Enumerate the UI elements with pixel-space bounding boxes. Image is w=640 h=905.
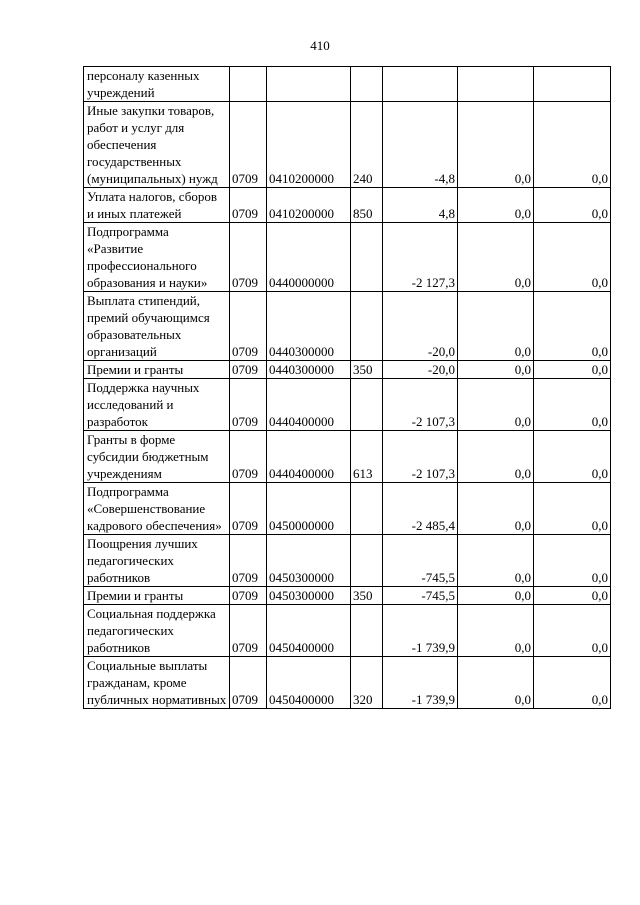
row-name-cell: Подпрограмма «Развитие профессионального образования и науки» bbox=[84, 223, 230, 292]
table-row bbox=[84, 292, 611, 361]
target-article-cell: 0440300000 bbox=[267, 361, 351, 379]
amount-3-cell: 0,0 bbox=[534, 102, 611, 188]
amount-3-cell: 0,0 bbox=[534, 431, 611, 483]
table-row bbox=[84, 361, 611, 379]
target-article-cell: 0450400000 bbox=[267, 657, 351, 709]
section-code-cell: 0709 bbox=[230, 657, 267, 709]
table-row bbox=[84, 535, 611, 587]
amount-2-cell: 0,0 bbox=[458, 223, 534, 292]
expense-type-cell bbox=[351, 67, 383, 102]
row-name-cell: Премии и гранты bbox=[84, 587, 230, 605]
section-code-cell: 0709 bbox=[230, 361, 267, 379]
amount-1-cell: -2 107,3 bbox=[383, 431, 458, 483]
section-code-cell: 0709 bbox=[230, 223, 267, 292]
expense-type-cell bbox=[351, 483, 383, 535]
section-code-cell: 0709 bbox=[230, 292, 267, 361]
expense-type-cell bbox=[351, 223, 383, 292]
amount-2-cell: 0,0 bbox=[458, 188, 534, 223]
target-article-cell: 0440300000 bbox=[267, 292, 351, 361]
amount-1-cell: -2 107,3 bbox=[383, 379, 458, 431]
row-name-cell: Иные закупки товаров, работ и услуг для обеспечения государственных (муниципальных) нужд bbox=[84, 102, 230, 188]
amount-3-cell: 0,0 bbox=[534, 292, 611, 361]
row-name-cell: Выплата стипендий, премий обучающимся образовательных организаций bbox=[84, 292, 230, 361]
amount-1-cell: -1 739,9 bbox=[383, 605, 458, 657]
section-code-cell: 0709 bbox=[230, 188, 267, 223]
section-code-cell: 0709 bbox=[230, 431, 267, 483]
row-name-cell: Поощрения лучших педагогических работников bbox=[84, 535, 230, 587]
amount-3-cell: 0,0 bbox=[534, 361, 611, 379]
amount-2-cell: 0,0 bbox=[458, 605, 534, 657]
table-row bbox=[84, 379, 611, 431]
expense-type-cell bbox=[351, 605, 383, 657]
amount-3-cell: 0,0 bbox=[534, 188, 611, 223]
amount-2-cell: 0,0 bbox=[458, 102, 534, 188]
expense-type-cell bbox=[351, 535, 383, 587]
section-code-cell: 0709 bbox=[230, 587, 267, 605]
budget-table-body bbox=[84, 67, 611, 709]
expense-type-cell bbox=[351, 292, 383, 361]
amount-2-cell: 0,0 bbox=[458, 657, 534, 709]
amount-3-cell: 0,0 bbox=[534, 483, 611, 535]
amount-3-cell bbox=[534, 67, 611, 102]
budget-table bbox=[83, 66, 611, 709]
amount-1-cell: -745,5 bbox=[383, 535, 458, 587]
amount-2-cell: 0,0 bbox=[458, 431, 534, 483]
expense-type-cell: 613 bbox=[351, 431, 383, 483]
amount-3-cell: 0,0 bbox=[534, 379, 611, 431]
section-code-cell: 0709 bbox=[230, 605, 267, 657]
table-row bbox=[84, 657, 611, 709]
table-row bbox=[84, 67, 611, 102]
target-article-cell: 0440400000 bbox=[267, 379, 351, 431]
amount-2-cell: 0,0 bbox=[458, 361, 534, 379]
row-name-cell: Социальная поддержка педагогических работников bbox=[84, 605, 230, 657]
row-name-cell: Поддержка научных исследований и разработок bbox=[84, 379, 230, 431]
amount-3-cell: 0,0 bbox=[534, 605, 611, 657]
section-code-cell: 0709 bbox=[230, 102, 267, 188]
row-name-cell: Уплата налогов, сборов и иных платежей bbox=[84, 188, 230, 223]
amount-2-cell: 0,0 bbox=[458, 292, 534, 361]
target-article-cell: 0440000000 bbox=[267, 223, 351, 292]
target-article-cell: 0450400000 bbox=[267, 605, 351, 657]
amount-1-cell: -2 485,4 bbox=[383, 483, 458, 535]
amount-1-cell bbox=[383, 67, 458, 102]
amount-2-cell bbox=[458, 67, 534, 102]
expense-type-cell: 850 bbox=[351, 188, 383, 223]
amount-1-cell: -2 127,3 bbox=[383, 223, 458, 292]
expense-type-cell: 240 bbox=[351, 102, 383, 188]
amount-1-cell: -20,0 bbox=[383, 292, 458, 361]
expense-type-cell bbox=[351, 379, 383, 431]
target-article-cell: 0410200000 bbox=[267, 102, 351, 188]
amount-3-cell: 0,0 bbox=[534, 535, 611, 587]
target-article-cell: 0440400000 bbox=[267, 431, 351, 483]
target-article-cell: 0450300000 bbox=[267, 587, 351, 605]
amount-1-cell: 4,8 bbox=[383, 188, 458, 223]
row-name-cell: Социальные выплаты гражданам, кроме публичных нормативных bbox=[84, 657, 230, 709]
amount-1-cell: -20,0 bbox=[383, 361, 458, 379]
table-row bbox=[84, 102, 611, 188]
table-row bbox=[84, 223, 611, 292]
amount-2-cell: 0,0 bbox=[458, 379, 534, 431]
expense-type-cell: 350 bbox=[351, 361, 383, 379]
section-code-cell bbox=[230, 67, 267, 102]
row-name-cell: персоналу казенных учреждений bbox=[84, 67, 230, 102]
table-row bbox=[84, 188, 611, 223]
target-article-cell: 0410200000 bbox=[267, 188, 351, 223]
row-name-cell: Гранты в форме субсидии бюджетным учреждениям bbox=[84, 431, 230, 483]
table-row bbox=[84, 483, 611, 535]
row-name-cell: Подпрограмма «Совершенствование кадрового обеспечения» bbox=[84, 483, 230, 535]
amount-3-cell: 0,0 bbox=[534, 657, 611, 709]
target-article-cell bbox=[267, 67, 351, 102]
table-row bbox=[84, 587, 611, 605]
amount-3-cell: 0,0 bbox=[534, 587, 611, 605]
section-code-cell: 0709 bbox=[230, 483, 267, 535]
amount-3-cell: 0,0 bbox=[534, 223, 611, 292]
amount-2-cell: 0,0 bbox=[458, 535, 534, 587]
table-row bbox=[84, 431, 611, 483]
row-name-cell: Премии и гранты bbox=[84, 361, 230, 379]
table-row bbox=[84, 605, 611, 657]
amount-1-cell: -745,5 bbox=[383, 587, 458, 605]
expense-type-cell: 350 bbox=[351, 587, 383, 605]
amount-1-cell: -4,8 bbox=[383, 102, 458, 188]
section-code-cell: 0709 bbox=[230, 379, 267, 431]
amount-1-cell: -1 739,9 bbox=[383, 657, 458, 709]
amount-2-cell: 0,0 bbox=[458, 483, 534, 535]
expense-type-cell: 320 bbox=[351, 657, 383, 709]
target-article-cell: 0450000000 bbox=[267, 483, 351, 535]
amount-2-cell: 0,0 bbox=[458, 587, 534, 605]
target-article-cell: 0450300000 bbox=[267, 535, 351, 587]
section-code-cell: 0709 bbox=[230, 535, 267, 587]
page-number: 410 bbox=[310, 38, 330, 53]
